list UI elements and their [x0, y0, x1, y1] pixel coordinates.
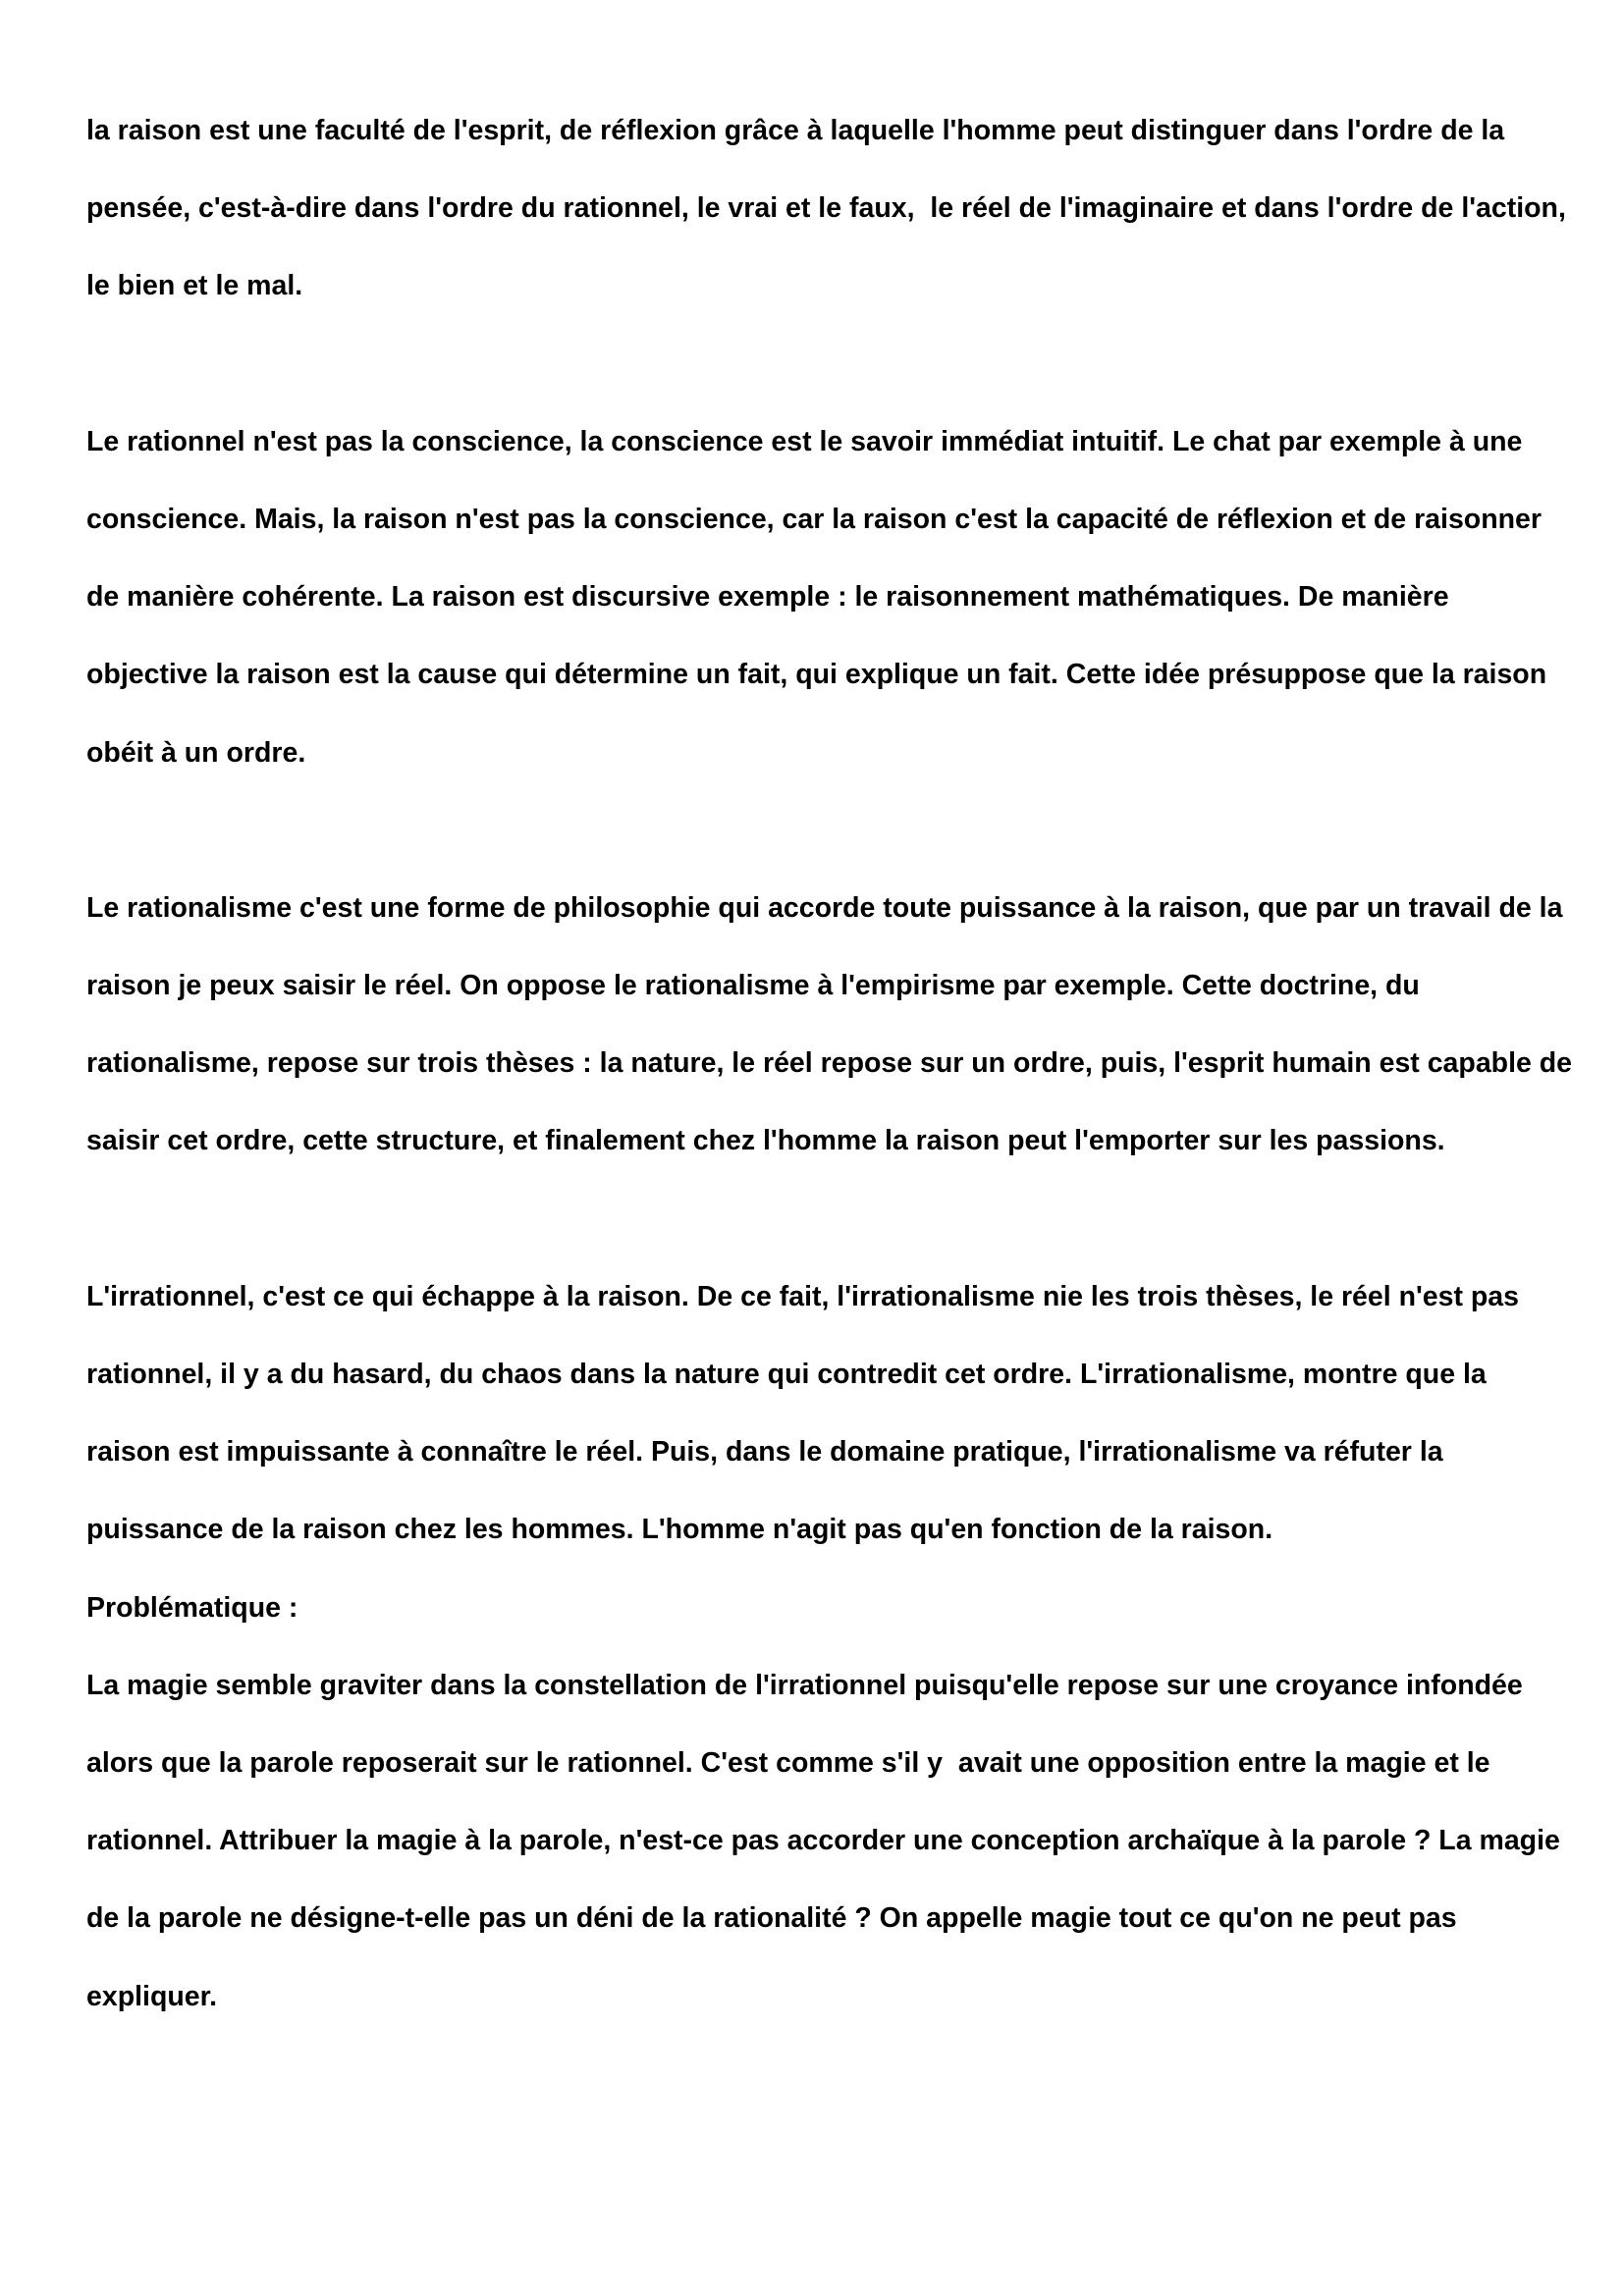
text-line: saisir cet ordre, cette structure, et finalement chez l'homme la raison peut l'emporter sur les passions.	[86, 1125, 1445, 1157]
text-line: Le rationalisme c'est une forme de philosophie qui accorde toute puissance à la raison, que par un travail de la	[86, 891, 1563, 924]
text-line: de manière cohérente. La raison est discursive exemple : le raisonnement mathématiques. De manière	[86, 581, 1449, 614]
paragraph-rational-vs-conscience	[86, 403, 1559, 792]
text-line: rationnel, il y a du hasard, du chaos dans la nature qui contredit cet ordre. L'irrationalisme, montre que la	[86, 1359, 1487, 1390]
text-line: rationalisme, repose sur trois thèses : la nature, le réel repose sur un ordre, puis, l'esprit humain est capable de	[86, 1047, 1573, 1080]
problematique-heading: Problématique :	[86, 1591, 298, 1624]
text-line: raison est impuissante à connaître le réel. Puis, dans le domaine pratique, l'irrationalisme va réfuter la	[86, 1436, 1443, 1468]
text-line: la raison est une faculté de l'esprit, de réflexion grâce à laquelle l'homme peut distinguer dans l'ordre de la	[86, 115, 1505, 146]
text-line: obéit à un ordre.	[86, 736, 306, 769]
paragraph-rationalism	[86, 870, 1573, 1181]
text-line: pensée, c'est-à-dire dans l'ordre du rationnel, le vrai et le faux, le réel de l'imaginaire et dans l'ordre de l'action,	[86, 192, 1566, 225]
text-line: rationnel. Attribuer la magie à la parole, n'est-ce pas accorder une conception archaïque à la parole ? La magie	[86, 1825, 1560, 1857]
text-line: Le rationnel n'est pas la conscience, la conscience est le savoir immédiat intuitif. Le chat par exemple à une	[86, 425, 1523, 457]
paragraph-reason-definition	[86, 92, 1566, 326]
paragraph-spacer	[86, 326, 1559, 403]
text-line: puissance de la raison chez les hommes. L'homme n'agit pas qu'en fonction de la raison.	[86, 1514, 1273, 1546]
text-line: objective la raison est la cause qui détermine un fait, qui explique un fait. Cette idée présuppose que la raison	[86, 659, 1547, 691]
document-page	[86, 92, 1573, 2036]
text-line: alors que la parole reposerait sur le rationnel. C'est comme s'il y avait une opposition entre la magie et le	[86, 1746, 1490, 1779]
paragraph-spacer	[86, 1181, 1559, 1258]
paragraph-spacer	[86, 792, 1559, 870]
text-line: de la parole ne désigne-t-elle pas un déni de la rationalité ? On appelle magie tout ce qu'on ne peut pas	[86, 1902, 1457, 1935]
text-line: conscience. Mais, la raison n'est pas la conscience, car la raison c'est la capacité de réflexion et de raisonner	[86, 503, 1542, 535]
text-line: raison je peux saisir le réel. On oppose le rationalisme à l'empirisme par exemple. Cette doctrine, du	[86, 970, 1420, 1002]
paragraph-irrational	[86, 1258, 1559, 1570]
text-line: L'irrationnel, c'est ce qui échappe à la raison. De ce fait, l'irrationalisme nie les trois thèses, le réel n'est pas	[86, 1280, 1519, 1312]
text-line: expliquer.	[86, 1980, 218, 2012]
text-line: La magie semble graviter dans la constellation de l'irrationnel puisqu'elle repose sur une croyance infondée	[86, 1669, 1523, 1701]
problematique-section	[86, 1570, 1559, 2036]
text-line: le bien et le mal.	[86, 270, 303, 302]
